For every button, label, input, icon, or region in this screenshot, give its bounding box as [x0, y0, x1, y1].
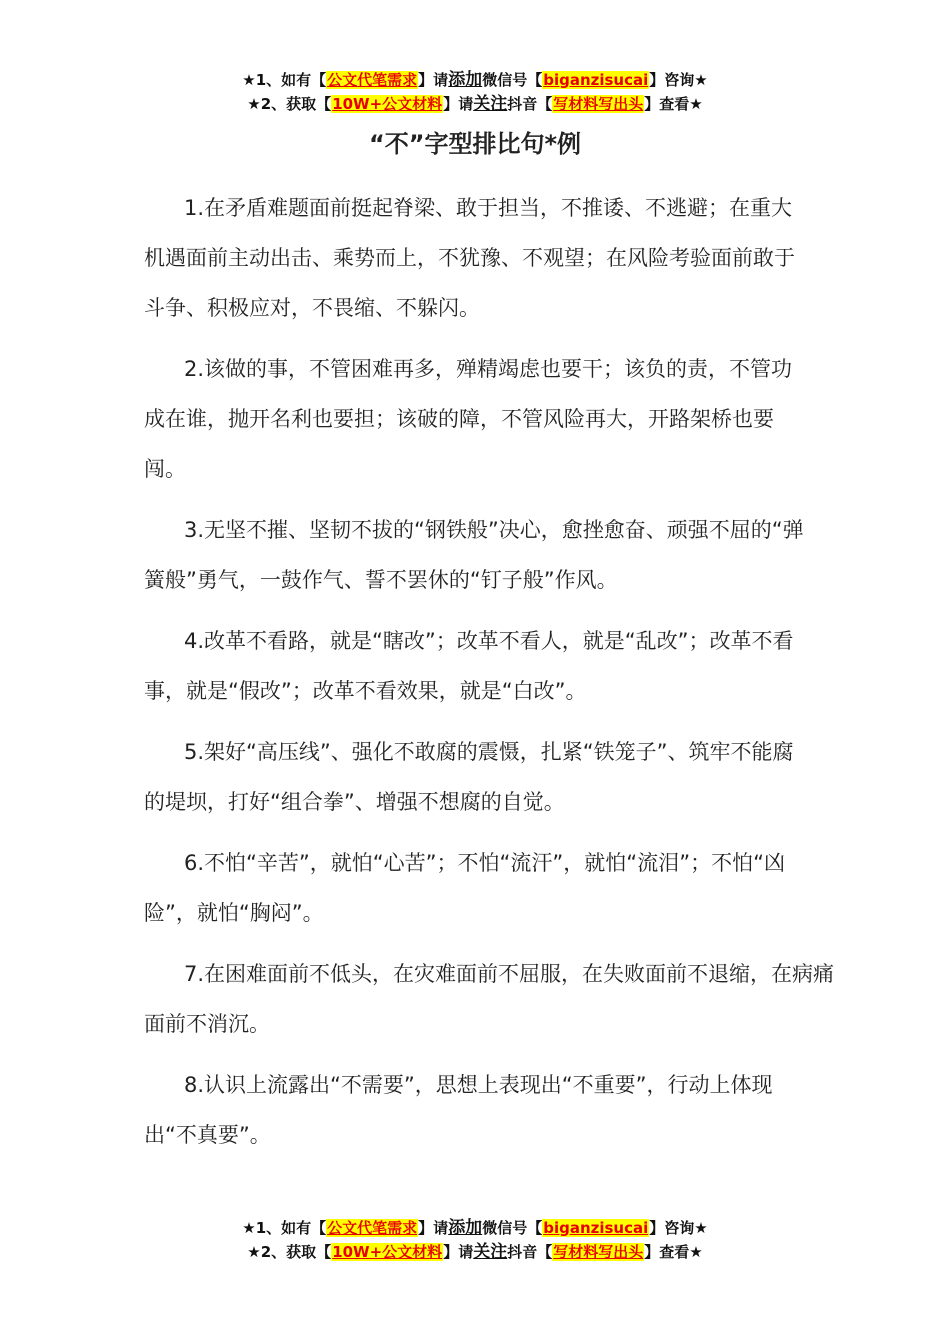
highlight-service: 公文代笔需求: [327, 71, 418, 89]
banner-text: ★2、获取【: [247, 95, 332, 113]
banner-text: ★1、如有【: [242, 1219, 327, 1237]
banner-text: 】咨询★: [649, 1219, 708, 1237]
banner-line-1: [0, 1216, 950, 1240]
banner-text: 】请: [418, 71, 449, 89]
banner-text: 微信号【: [482, 71, 543, 89]
paragraph-2: 2.该做的事，不管困难再多，殚精竭虑也要干；该负的责，不管功成在谁，抛开名利也要担；该破的障，不管风险再大，开路架桥也要闯。: [144, 357, 793, 481]
footer-banner: [0, 1216, 950, 1264]
paragraph-3: 3.无坚不摧、坚韧不拔的“钢铁般”决心，愈挫愈奋、顽强不屈的“弹簧般”勇气，一鼓作气、誓不罢休的“钉子般”作风。: [144, 518, 804, 592]
banner-text: 微信号【: [482, 1219, 543, 1237]
banner-line-2: [0, 92, 950, 116]
banner-text: ★1、如有【: [242, 71, 327, 89]
document-title: “不”字型排比句*例: [368, 130, 582, 158]
emphasis-add: 添加: [448, 70, 483, 90]
banner-text: ★2、获取【: [247, 1243, 332, 1261]
highlight-douyin: 写材料写出头: [553, 1243, 644, 1261]
header-banner: [0, 68, 950, 116]
banner-text: 】咨询★: [649, 71, 708, 89]
emphasis-follow: 关注: [473, 94, 508, 114]
banner-line-1: [0, 68, 950, 92]
banner-text: 】请: [418, 1219, 449, 1237]
banner-text: 抖音【: [507, 95, 553, 113]
paragraph-6: 6.不怕“辛苦”，就怕“心苦”；不怕“流汗”，就怕“流泪”；不怕“凶险”，就怕“胸闷”。: [144, 851, 785, 925]
document-body: [144, 183, 835, 1171]
highlight-wechat-id: biganzisucai: [543, 71, 649, 89]
banner-text: 抖音【: [507, 1243, 553, 1261]
banner-text: 】请: [443, 95, 474, 113]
highlight-service: 公文代笔需求: [327, 1219, 418, 1237]
highlight-wechat-id: biganzisucai: [543, 1219, 649, 1237]
banner-text: 】查看★: [644, 95, 703, 113]
paragraph-7: 7.在困难面前不低头，在灾难面前不屈服，在失败面前不退缩，在病痛面前不消沉。: [144, 962, 835, 1036]
highlight-materials: 10W+公文材料: [332, 1243, 443, 1261]
paragraph-4: 4.改革不看路，就是“瞎改”；改革不看人，就是“乱改”；改革不看事，就是“假改”；改革不看效果，就是“白改”。: [144, 629, 794, 703]
highlight-materials: 10W+公文材料: [332, 95, 443, 113]
paragraph-8: 8.认识上流露出“不需要”，思想上表现出“不重要”，行动上体现出“不真要”。: [144, 1073, 773, 1147]
paragraph-5: 5.架好“高压线”、强化不敢腐的震慑，扎紧“铁笼子”、筑牢不能腐的堤坝，打好“组合拳”、增强不想腐的自觉。: [144, 740, 794, 814]
emphasis-add: 添加: [448, 1218, 483, 1238]
banner-line-2: [0, 1240, 950, 1264]
banner-text: 】查看★: [644, 1243, 703, 1261]
banner-text: 】请: [443, 1243, 474, 1261]
highlight-douyin: 写材料写出头: [553, 95, 644, 113]
paragraph-1: 1.在矛盾难题面前挺起脊梁、敢于担当，不推诿、不逃避；在重大机遇面前主动出击、乘势而上，不犹豫、不观望；在风险考验面前敢于斗争、积极应对，不畏缩、不躲闪。: [144, 196, 795, 320]
emphasis-follow: 关注: [473, 1242, 508, 1262]
